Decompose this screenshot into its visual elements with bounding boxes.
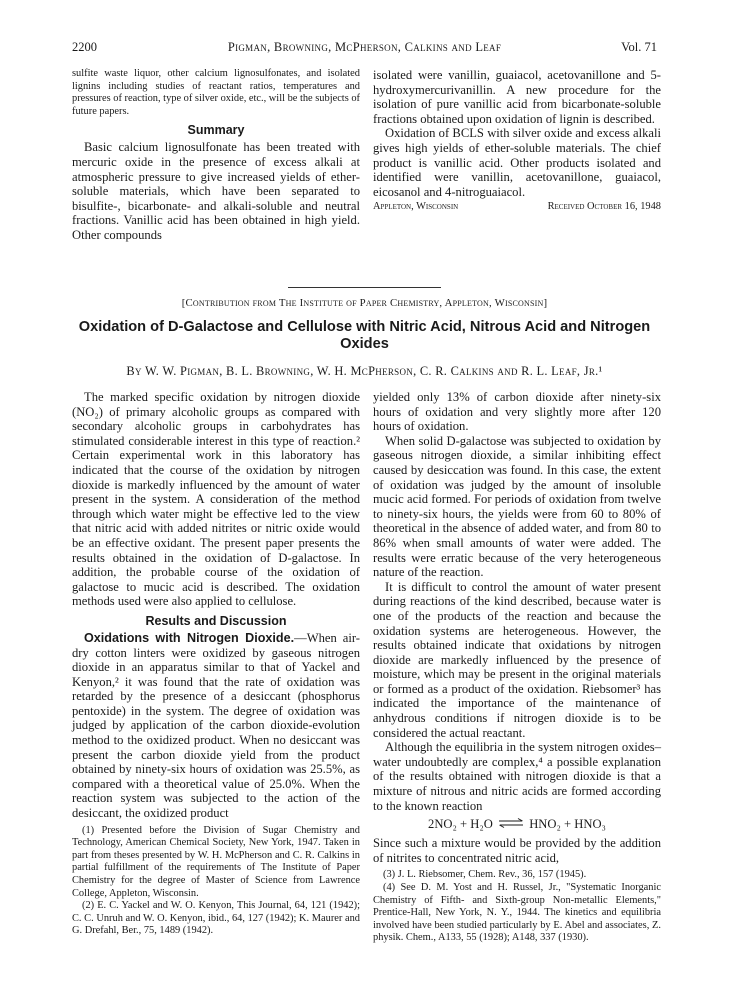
results-paragraph xyxy=(72,631,360,821)
prev-article-closing-paragraph: sulfite waste liquor, other calcium lignosulfonates, and isolated lignins including studies of reactant ratios, temperatures and pressures of reaction, type of silver oxide, etc., will be the subjects of future papers. xyxy=(72,68,360,117)
results-paragraph-text: —When air-dry cotton linters were oxidized by gaseous nitrogen dioxide in an apparatus similar to that of Yackel and Kenyon,² it was found that the rate of oxidation was retarded by the presence of a desiccant (phosphorus pentoxide) in the system. The degree of oxidation was judged by application of the carbon dioxide-evolution method to the oxidized product. When no desiccant was present the carbon dioxide yield from the product obtained by ninety-six hours of oxidation was 25.5%, as compared with a theoretical value of 25.0%. When the reaction system was subjected to the action of the desiccant, the oxidized product xyxy=(72,630,360,821)
author-location: Appleton, Wisconsin xyxy=(373,201,459,213)
article-byline: By W. W. Pigman, B. L. Browning, W. H. McPherson, C. R. Calkins and R. L. Leaf, Jr.¹ xyxy=(126,364,603,378)
received-line xyxy=(373,201,661,212)
right-paragraph-2: When solid D-galactose was subjected to oxidation by gaseous nitrogen dioxide, a similar inhibiting effect caused by desiccation was found. In this case, the extent of oxidation was judged by the amount of insoluble mucic acid formed. For periods of oxidation from twelve to ninety-six hours, the yields were from 60 to 80% of theoretical in the absence of added water, and from 80 to 86% when small amounts of water were added. The results were erratic because of the very heterogeneous nature of the reaction. xyxy=(373,433,661,580)
volume-number: Vol. 71 xyxy=(621,40,657,54)
running-head-title: Pigman, Browning, McPherson, Calkins and Leaf xyxy=(227,40,502,54)
equation-reactants: 2NO₂ + H₂O xyxy=(428,817,493,832)
article-title: Oxidation of D-Galactose and Cellulose with Nitric Acid, Nitrous Acid and Nitrogen Oxides xyxy=(78,319,651,352)
summary-heading: Summary xyxy=(187,123,245,138)
right-paragraph-4: Although the equilibria in the system nitrogen oxides–water undoubtedly are complex,⁴ a possible explanation of the results obtained with nitrogen dioxide is that a mixture of nitrous and nitric acids are formed according to the known reaction xyxy=(373,740,661,813)
received-date: Received October 16, 1948 xyxy=(547,201,661,213)
page-number: 2200 xyxy=(72,40,97,54)
article-left-column xyxy=(72,390,360,938)
reaction-equation xyxy=(373,817,661,832)
results-heading: Results and Discussion xyxy=(145,613,287,628)
equation-products: HNO₂ + HNO₃ xyxy=(529,817,606,832)
article-divider xyxy=(288,287,441,288)
run-in-heading: Oxidations with Nitrogen Dioxide. xyxy=(84,630,295,645)
footnote-3: (3) J. L. Riebsomer, Chem. Rev., 36, 157 (1945). xyxy=(383,869,587,881)
summary-paragraph-2: Oxidation of BCLS with silver oxide and excess alkali gives high yields of ether-soluble materials. The chief product is vanillic acid. Other products isolated and identified were vanillin, acetovanillone, guaiacol, eicosanol and 4-nitroguaiacol. xyxy=(373,126,661,199)
intro-paragraph: The marked specific oxidation by nitrogen dioxide (NO₂) of primary alcoholic groups as compared with secondary alcoholic groups in carbohydrates has stimulated considerable interest in this type of reaction.² Certain experimental work in this laboratory has indicated that the course of the oxidation by nitrogen dioxide is markedly influenced by the amount of water present in the system. A consideration of the method through which water might be effective led to the view that nitric acid with added nitrites or nitric oxide would be an effective oxidant. The present paper presents the results obtained in the oxidation of D-galactose. In addition, the probable course of the oxidation of galactose to mucic acid is described. The oxidation methods used were also applied to cellulose. xyxy=(72,390,360,609)
footnote-1: (1) Presented before the Division of Sugar Chemistry and Technology, American Chemical Society, New York, 1947. Taken in part from theses presented by W. H. McPherson and C. R. Calkins in partial fulfillment of the requirements of The Institute of Paper Chemistry for the degree of Master of Science from Lawrence College, Appleton, Wisconsin. xyxy=(72,824,360,899)
article-right-column xyxy=(373,390,661,945)
prev-article-right-column xyxy=(373,68,661,212)
footnotes-left xyxy=(72,825,360,938)
summary-paragraph-continued: isolated were vanillin, guaiacol, acetovanillone and 5-hydroxymercurivanillin. A new procedure for the isolation of pure vanillic acid from bicarbonate-soluble fractions obtained upon oxidation of lignin is described. xyxy=(373,68,661,126)
equilibrium-arrow-icon xyxy=(498,817,524,832)
prev-article-left-column xyxy=(72,68,360,243)
running-head xyxy=(72,40,657,56)
right-paragraph-3: It is difficult to control the amount of water present during reactions of the kind described, because water is one of the products of the reaction and because the oxidation systems are heterogeneous. However, the results obtained indicate that oxidations by nitrogen dioxide are markedly influenced by the presence of moisture, which may be present in the original materials or formed as a product of the oxidation. Riebsomer³ has indicated the importance of the maintenance of anhydrous conditions if nitrogen dioxide is to be considered the actual reactant. xyxy=(373,579,661,740)
right-paragraph-1: yielded only 13% of carbon dioxide after ninety-six hours of oxidation and very slightly more after 120 hours of oxidation. xyxy=(373,390,661,434)
right-paragraph-5: Since such a mixture would be provided by the addition of nitrites to concentrated nitric acid, xyxy=(373,836,661,865)
footnote-2: (2) E. C. Yackel and W. O. Kenyon, This Journal, 64, 121 (1942); C. C. Unruh and W. O. Kenyon, ibid., 64, 127 (1942); K. Maurer and G. Drefahl, Ber., 75, 1489 (1942). xyxy=(72,900,360,937)
summary-paragraph: Basic calcium lignosulfonate has been treated with mercuric oxide in the presence of excess alkali at atmospheric pressure to give increased yields of ether-soluble materials, which have been separated to bisulfite-, bicarbonate- and alkali-soluble and neutral fractions. Vanillic acid has been obtained in high yield. Other compounds xyxy=(72,140,360,242)
contribution-line: [Contribution from The Institute of Paper Chemistry, Appleton, Wisconsin] xyxy=(181,297,548,309)
footnotes-right xyxy=(373,869,661,945)
footnote-4: (4) See D. M. Yost and H. Russel, Jr., "Systematic Inorganic Chemistry of Fifth- and Sixth-group Non-metallic Elements," Prentice-Hall, New York, N. Y., 1944. The kinetics and equilibria involved have been studied particularly by E. Abel and associates, Z. physik. Chem., A133, 55 (1928); A148, 337 (1930). xyxy=(373,882,661,944)
